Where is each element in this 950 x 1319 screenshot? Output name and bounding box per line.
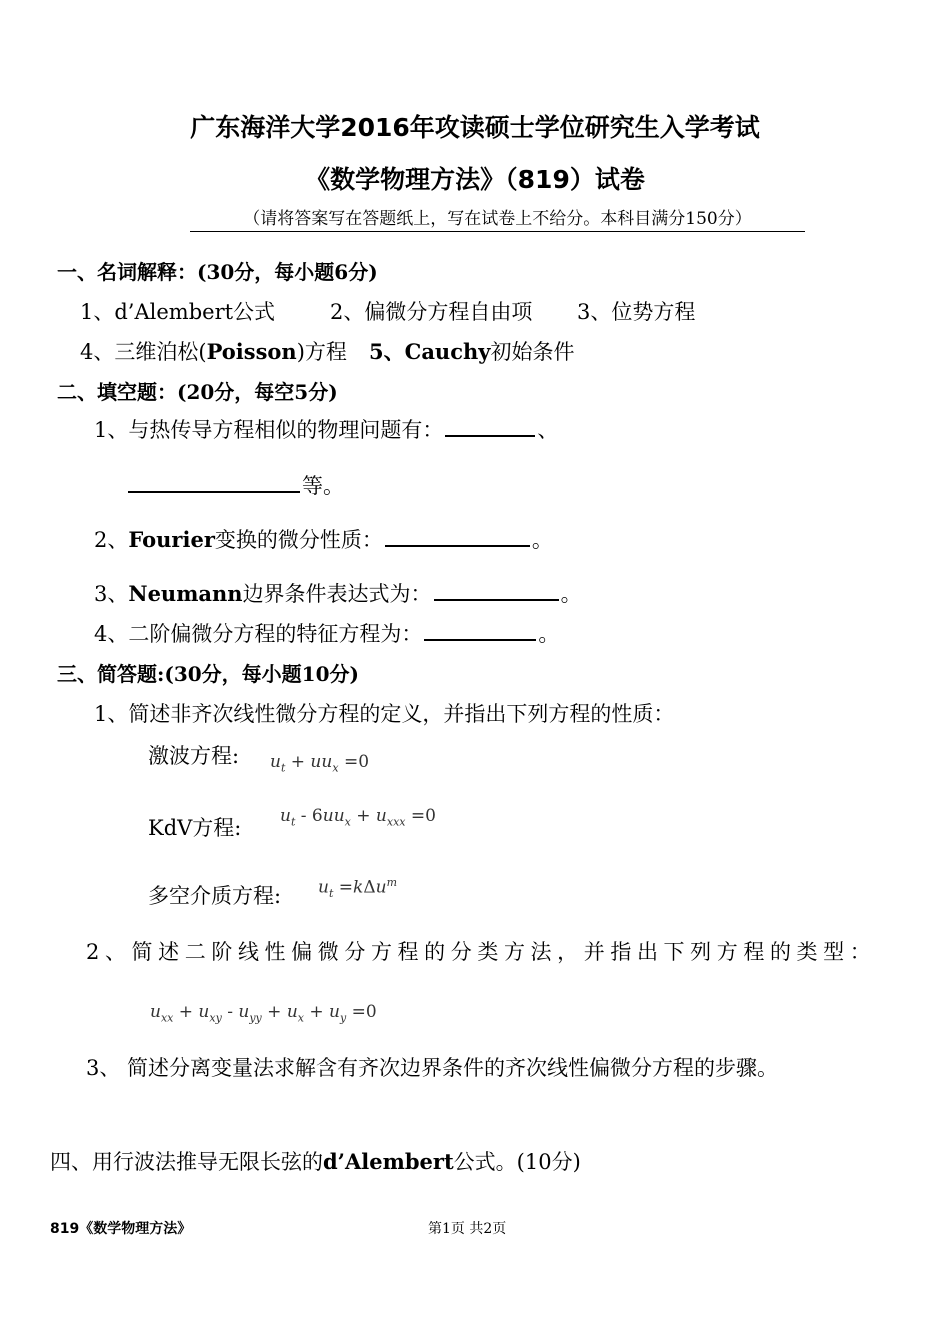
fill-q2: 2、Fourier变换的微分性质： 。 xyxy=(94,527,553,552)
term-5: 5、Cauchy初始条件 xyxy=(369,339,575,364)
term-4: 4、三维泊松(Poisson)方程 xyxy=(80,339,347,364)
eq2-label: KdV方程: xyxy=(148,816,242,840)
answer-blank[interactable] xyxy=(445,415,535,437)
section4-question: 四、用行波法推导无限长弦的d’Alembert公式。(10分) xyxy=(50,1149,581,1174)
eq-porous-medium: $u_t =k\Delta u^m$ xyxy=(318,876,398,901)
answer-blank[interactable] xyxy=(434,579,559,601)
footer-course: 819《数学物理方法》 xyxy=(50,1221,192,1237)
section2-heading: 二、填空题：(20分，每空5分) xyxy=(57,380,338,404)
exam-subtitle: 《数学物理方法》（819）试卷 xyxy=(305,165,645,194)
term-2: 2、偏微分方程自由项 xyxy=(330,300,533,324)
fill-q1-cont: 等。 xyxy=(126,470,344,500)
term-3: 3、位势方程 xyxy=(577,300,696,324)
short-q3: 3、 简述分离变量法求解含有齐次边界条件的齐次线性偏微分方程的步骤。 xyxy=(86,1056,779,1080)
eq-classification: $u_{xx} + u_{xy} - u_{yy} + u_x + u_y =0$ xyxy=(150,1002,377,1025)
eq-shock-wave: $u_t + uu_x =0$ xyxy=(270,752,370,775)
eq-kdv: $u_t - 6uu_x + u_{xxx} =0$ xyxy=(280,806,436,829)
short-q2: 2、简述二阶线性偏微分方程的分类方法，并指出下列方程的类型： xyxy=(86,940,877,964)
term-1: 1、d’Alembert公式 xyxy=(80,300,276,324)
short-q1: 1、简述非齐次线性微分方程的定义，并指出下列方程的性质： xyxy=(94,702,675,726)
fill-q4: 4、二阶偏微分方程的特征方程为： 。 xyxy=(94,618,559,648)
section1-heading: 一、名词解释：(30分，每小题6分) xyxy=(57,260,378,284)
eq3-label: 多空介质方程: xyxy=(148,884,282,908)
exam-title: 广东海洋大学2016年攻读硕士学位研究生入学考试 xyxy=(190,113,760,142)
eq1-label: 激波方程: xyxy=(148,744,240,768)
answer-blank[interactable] xyxy=(424,619,536,641)
fill-q1: 1、与热传导方程相似的物理问题有： 、 xyxy=(94,414,558,444)
fill-q3: 3、Neumann边界条件表达式为： 。 xyxy=(94,581,582,606)
exam-note: （请将答案写在答题纸上，写在试卷上不给分。本科目满分150分） xyxy=(190,204,805,232)
answer-blank[interactable] xyxy=(128,471,300,493)
footer-page-number: 第1页 共2页 xyxy=(428,1221,507,1237)
section3-heading: 三、简答题:(30分，每小题10分) xyxy=(57,662,359,686)
answer-blank[interactable] xyxy=(385,525,530,547)
